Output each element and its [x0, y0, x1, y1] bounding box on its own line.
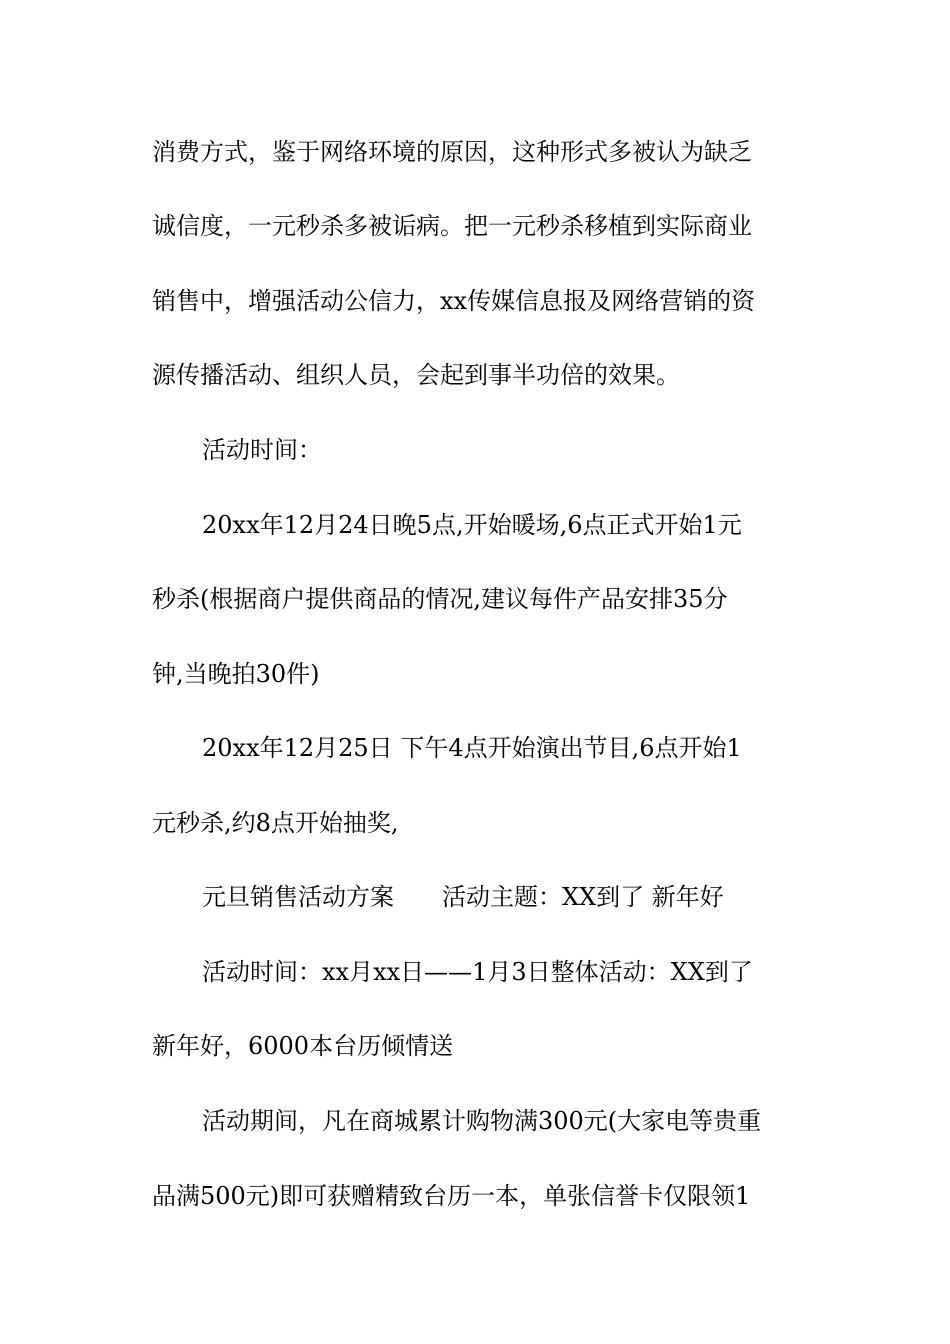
paragraph-line: 钟,当晚拍30件)	[152, 660, 320, 688]
paragraph-line: 活动期间，凡在商城累计购物满300元(大家电等贵重	[202, 1107, 762, 1135]
paragraph-line: 新年好，6000本台历倾情送	[152, 1032, 454, 1060]
paragraph-line: 消费方式，鉴于网络环境的原因，这种形式多被认为缺乏	[152, 138, 752, 166]
paragraph-line: 品满500元)即可获赠精致台历一本，单张信誉卡仅限领1	[152, 1182, 751, 1210]
paragraph-line: 20xx年12月24日晚5点,开始暖场,6点正式开始1元	[202, 511, 742, 539]
paragraph-line: 活动时间：xx月xx日——1月3日整体活动：XX到了	[202, 958, 753, 986]
section-heading: 元旦销售活动方案 活动主题：XX到了 新年好	[202, 883, 724, 911]
paragraph-line: 销售中，增强活动公信力，xx传媒信息报及网络营销的资	[152, 287, 756, 315]
paragraph-line: 秒杀(根据商户提供商品的情况,建议每件产品安排35分	[152, 585, 728, 613]
paragraph-line: 诚信度，一元秒杀多被诟病。把一元秒杀移植到实际商业	[152, 212, 752, 240]
paragraph-line: 20xx年12月25日 下午4点开始演出节目,6点开始1	[202, 734, 742, 762]
section-heading: 活动时间：	[202, 436, 322, 464]
paragraph-line: 源传播活动、组织人员，会起到事半功倍的效果。	[152, 361, 680, 389]
paragraph-line: 元秒杀,约8点开始抽奖,	[152, 809, 399, 837]
